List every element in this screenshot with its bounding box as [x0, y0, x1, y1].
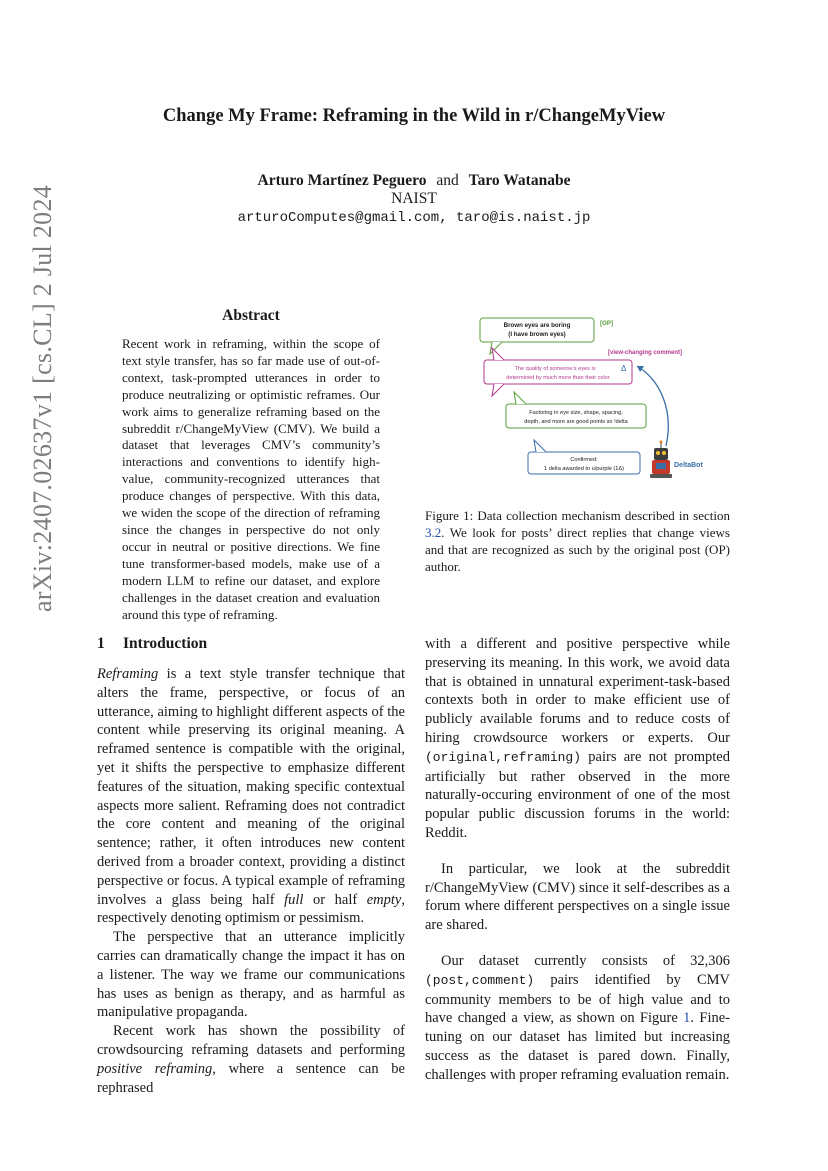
section-title: Introduction — [123, 635, 208, 652]
arxiv-identifier: arXiv:2407.02637v1 [cs.CL] 2 Jul 2024 — [28, 184, 57, 612]
section-heading — [97, 635, 407, 653]
emphasis: empty — [366, 891, 402, 908]
abstract-heading: Abstract — [222, 307, 280, 324]
paper-title: Change My Frame: Reframing in the Wild in r/ChangeMyView — [162, 106, 666, 126]
reply-line-2: depth, and more are good points so !delta — [524, 419, 628, 425]
figure-1-link[interactable]: 1 — [683, 1010, 691, 1027]
emphasis: positive reframing — [97, 1060, 213, 1077]
paragraph — [97, 1022, 405, 1097]
figure-1-diagram — [470, 310, 720, 485]
section-3-2-link[interactable]: 3.2 — [425, 524, 442, 540]
code-span: (post,comment) — [425, 972, 535, 988]
right-column — [425, 635, 730, 1085]
text-span: Recent work has shown the possibility of crowdsourcing reframing datasets and performing — [97, 1023, 405, 1058]
paragraph: The perspective that an utterance implicitly carries can dramatically change the impact it has on a listener. The way we frame our communications has uses as benign as therapy, and as harmful as manipulative propaganda. — [97, 929, 405, 1021]
confirm-line-2: 1 delta awarded to u/purple (1Δ) — [544, 466, 624, 472]
paragraph — [425, 635, 730, 843]
emphasis: Reframing — [97, 666, 159, 682]
op-line-1: Brown eyes are boring — [503, 322, 571, 329]
paragraph — [425, 952, 730, 1085]
deltabot-icon — [650, 441, 672, 479]
text-span: , where a sentence can be rephrased — [97, 1060, 405, 1096]
paragraph: In particular, we look at the subreddit r/ChangeMyView (CMV) since it self-describes as a forum where different perspectives on a single issue are shared. — [425, 860, 730, 934]
text-span: Our dataset currently consists of 32,306 — [441, 952, 730, 969]
reply-line-1: Factoring in eye size, shape, spacing, — [529, 410, 623, 416]
code-span: (original,reframing) — [425, 749, 582, 765]
text-span: , respectively denoting optimism or pessimism. — [97, 891, 405, 927]
author-line — [0, 172, 828, 190]
emphasis: full — [284, 891, 304, 908]
vc-line-1: The quality of someone’s eyes is — [514, 366, 596, 372]
abstract-text: Recent work in reframing, within the scope of text style transfer, has so far made use of out-of-context, task-prompted utterances in order to produce neutralizing or optimistic reframes. Our work aims to generalize reframing based on the subreddit r/ChangeMyView (CMV). We build a dataset that leverages CMV’s community’s interactions and conventions to identify high-value, community-recognized utterances that produce changes of perspective. With this data, we widen the scope of the direction of reframing since the changes in perspective do not only occur in neutral or positive directions. We fine tune transformer-based models, make use of a modern LLM to refine our dataset, and explore challenges in the dataset creation and evaluation around this type of reframing. — [122, 336, 380, 622]
author-2: Taro Watanabe — [468, 172, 571, 189]
figure-1-caption — [425, 508, 730, 576]
op-line-2: (I have brown eyes) — [508, 331, 566, 338]
author-conjunction: and — [436, 172, 459, 189]
text-span: pairs identified by CMV community members to be of high value and to have changed a view, as shown on Figure — [425, 971, 730, 1027]
delta-icon: Δ — [621, 364, 627, 373]
text-span: pairs are not prompted artificially but rather observed in the more naturally-occuring environment of one of the most popular public discussion forums in the world: Reddit. — [425, 748, 730, 841]
text-span: is a text style transfer technique that alters the frame, perspective, or focus of an utterance, aiming to highlight different aspects of the content while preserving its original meaning. A reframed sentence is compatible with the original, yet it shifts the perspective to emphasize different features of the situation, making specific contextual aspects more salient. Reframing does not contradict the core content and meaning of the original sentence; rather, it often introduces new content derived from a broader context, providing a distinct perspective or focus. A typical example of reframing involves a glass being half — [97, 666, 405, 908]
view-changing-label: [view-changing comment] — [607, 350, 682, 356]
text-span: . Fine-tuning on our dataset has limited but increasing success as the dataset is pared down. Finally, challenges with proper reframing evaluation remain. — [425, 1010, 730, 1083]
text-span: with a different and positive perspective while preserving its meaning. In this work, we avoid data that is obtained in unnatural experiment-task-based contexts both in order to make efficient use of publicly available forums and to reduce costs of hiring crowdsource workers or experts. Our — [425, 636, 730, 746]
vc-line-2: determined by much more than their color — [506, 375, 610, 381]
op-label: [OP] — [600, 320, 614, 327]
author-emails: arturoComputes@gmail.com, taro@is.naist.jp — [237, 210, 591, 226]
affiliation: NAIST — [391, 190, 437, 207]
section-number: 1 — [97, 635, 105, 652]
caption-text-start: Figure 1: Data collection mechanism described in section — [425, 508, 730, 523]
author-1: Arturo Martínez Peguero — [257, 172, 427, 189]
caption-text-end: . We look for posts’ direct replies that change views and that are recognized as such by the original post (OP) author. — [425, 524, 730, 574]
deltabot-label: DeltaBot — [674, 462, 703, 469]
paragraph — [97, 665, 405, 928]
left-column — [97, 665, 405, 1097]
confirm-line-1: Confirmed: — [570, 457, 598, 463]
text-span: or half — [303, 891, 367, 908]
